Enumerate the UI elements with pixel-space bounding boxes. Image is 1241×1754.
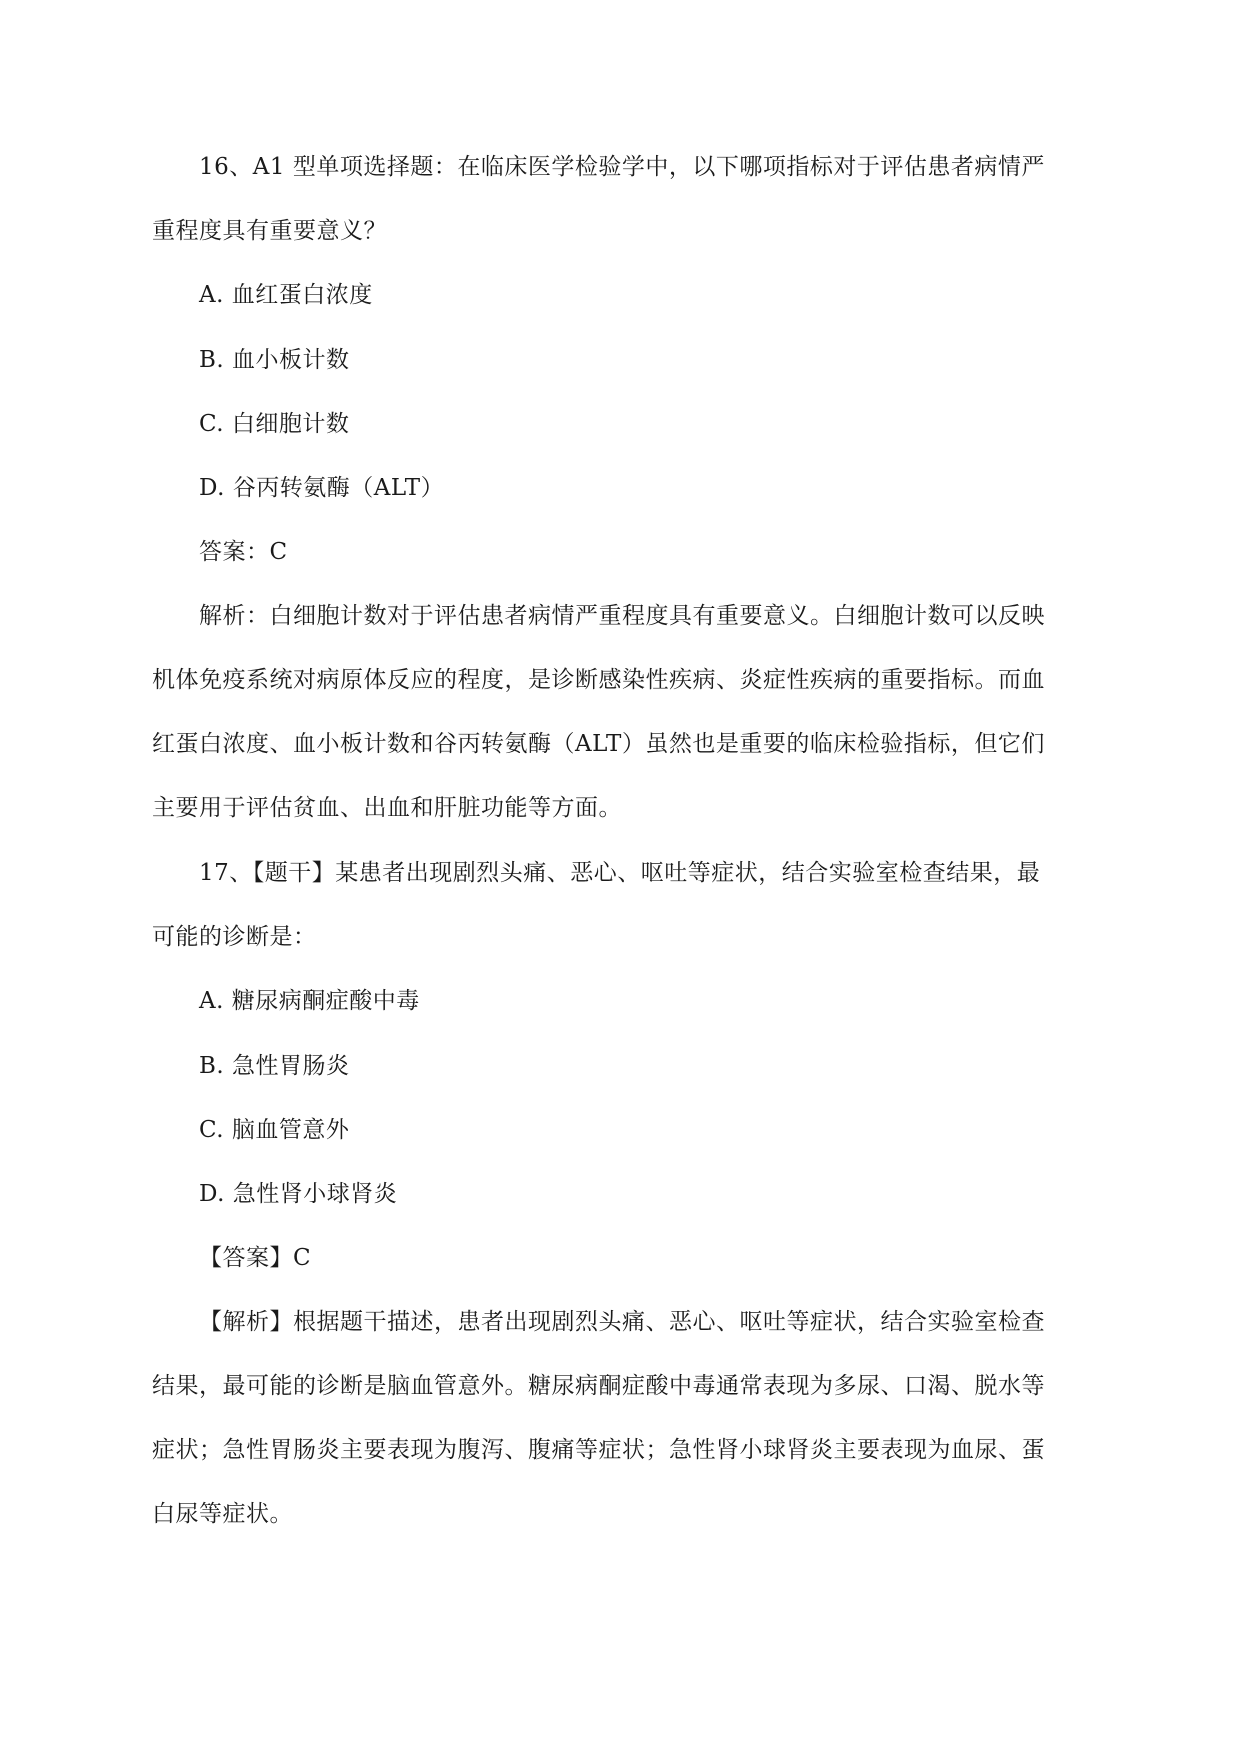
q16-analysis-line4: 主要用于评估贫血、出血和肝脏功能等方面。 bbox=[152, 795, 622, 821]
q16-option-a: A. 血红蛋白浓度 bbox=[199, 282, 373, 308]
q17-option-a: A. 糖尿病酮症酸中毒 bbox=[199, 988, 420, 1014]
q17-analysis-line1: 【解析】根据题干描述，患者出现剧烈头痛、恶心、呕吐等症状，结合实验室检查 bbox=[199, 1309, 1045, 1335]
q17-analysis-line2: 结果，最可能的诊断是脑血管意外。糖尿病酮症酸中毒通常表现为多尿、口渴、脱水等 bbox=[152, 1373, 1045, 1399]
q17-analysis-line3: 症状；急性胃肠炎主要表现为腹泻、腹痛等症状；急性肾小球肾炎主要表现为血尿、蛋 bbox=[152, 1437, 1045, 1463]
q16-answer: 答案：C bbox=[199, 539, 288, 565]
q16-analysis-line3: 红蛋白浓度、血小板计数和谷丙转氨酶（ALT）虽然也是重要的临床检验指标，但它们 bbox=[152, 731, 1045, 757]
q17-stem-line1: 17、【题干】某患者出现剧烈头痛、恶心、呕吐等症状，结合实验室检查结果，最 bbox=[199, 860, 1041, 886]
q16-option-c: C. 白细胞计数 bbox=[199, 411, 350, 437]
q16-analysis-line2: 机体免疫系统对病原体反应的程度，是诊断感染性疾病、炎症性疾病的重要指标。而血 bbox=[152, 667, 1045, 693]
q16-option-b: B. 血小板计数 bbox=[199, 347, 350, 373]
q17-option-b: B. 急性胃肠炎 bbox=[199, 1053, 350, 1079]
q17-answer: 【答案】C bbox=[199, 1245, 312, 1271]
q16-option-d: D. 谷丙转氨酶（ALT） bbox=[199, 475, 445, 501]
q16-analysis-line1: 解析：白细胞计数对于评估患者病情严重程度具有重要意义。白细胞计数可以反映 bbox=[199, 603, 1045, 629]
q16-stem-line2: 重程度具有重要意义？ bbox=[152, 218, 387, 244]
q17-stem-line2: 可能的诊断是： bbox=[152, 924, 317, 950]
q17-option-c: C. 脑血管意外 bbox=[199, 1117, 350, 1143]
q17-analysis-line4: 白尿等症状。 bbox=[152, 1501, 293, 1527]
q16-stem-line1: 16、A1 型单项选择题：在临床医学检验学中，以下哪项指标对于评估患者病情严 bbox=[199, 154, 1045, 180]
q17-option-d: D. 急性肾小球肾炎 bbox=[199, 1181, 398, 1207]
